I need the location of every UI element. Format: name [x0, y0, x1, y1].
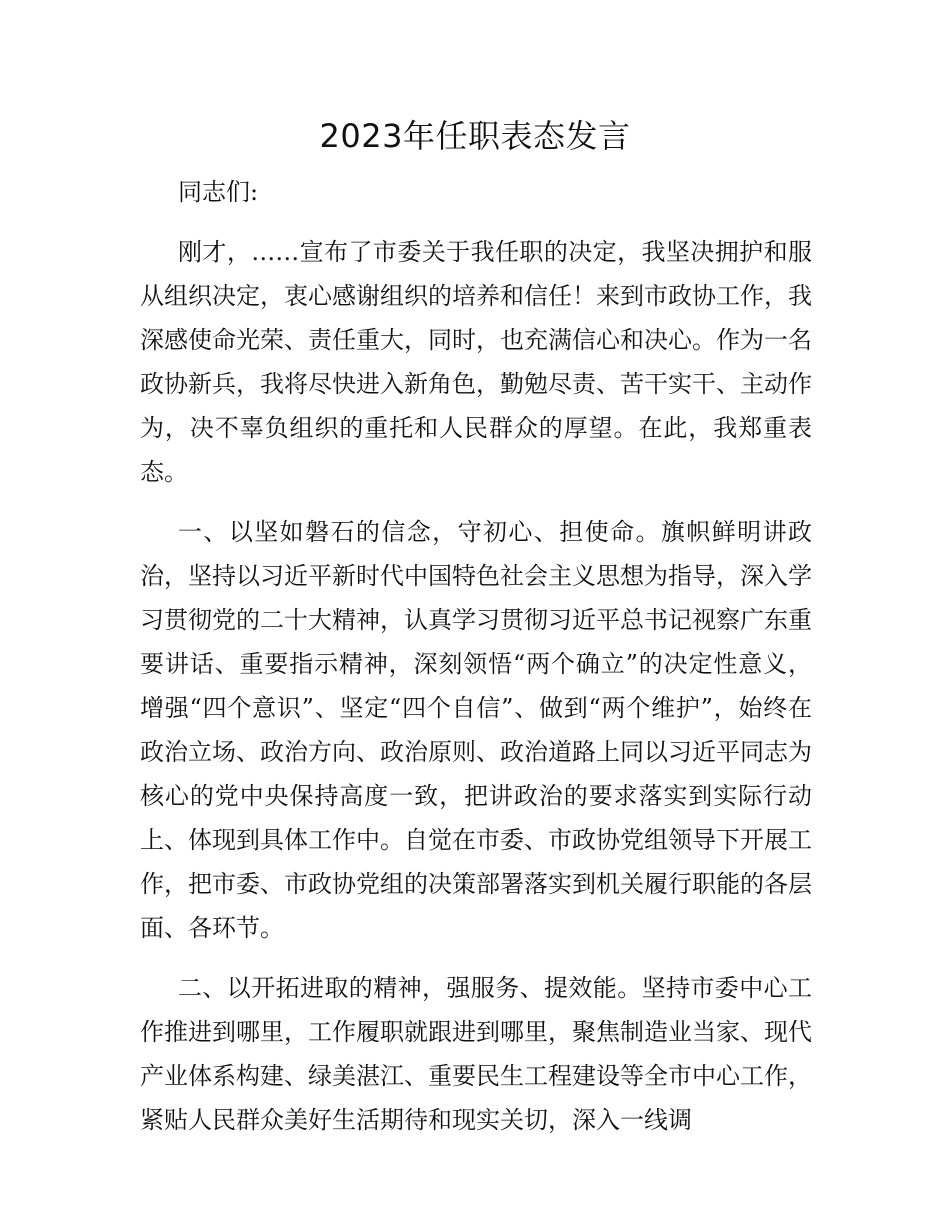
- paragraph-section-two: 二、以开拓进取的精神，强服务、提效能。坚持市委中心工作推进到哪里，工作履职就跟进到哪里，聚焦制造业当家、现代产业体系构建、绿美湛江、重要民生工程建设等全市中心工作，紧贴人民群众美好生活期待和现实关切，深入一线调: [140, 974, 812, 1134]
- paragraph-section-one: 一、以坚如磐石的信念，守初心、担使命。旗帜鲜明讲政治，坚持以习近平新时代中国特色社会主义思想为指导，深入学习贯彻党的二十大精神，认真学习贯彻习近平总书记视察广东重要讲话、重要指示精神，深刻领悟“两个确立”的决定性意义，增强“四个意识”、坚定“四个自信”、做到“两个维护”，始终在政治立场、政治方向、政治原则、政治道路上同以习近平同志为核心的党中央保持高度一致，把讲政治的要求落实到实际行动上、体现到具体工作中。自觉在市委、市政协党组领导下开展工作，把市委、市政协党组的决策部署落实到机关履行职能的各层面、各环节。: [140, 518, 812, 942]
- paragraph-intro: 刚才，……宣布了市委关于我任职的决定，我坚决拥护和服从组织决定，衷心感谢组织的培养和信任！来到市政协工作，我深感使命光荣、责任重大，同时，也充满信心和决心。作为一名政协新兵，我将尽快进入新角色，勤勉尽责、苦干实干、主动作为，决不辜负组织的重托和人民群众的厚望。在此，我郑重表态。: [140, 238, 812, 486]
- document-title: 2023年任职表态发言: [319, 117, 631, 155]
- document-body: [140, 170, 812, 1158]
- greeting: 同志们:: [178, 178, 259, 206]
